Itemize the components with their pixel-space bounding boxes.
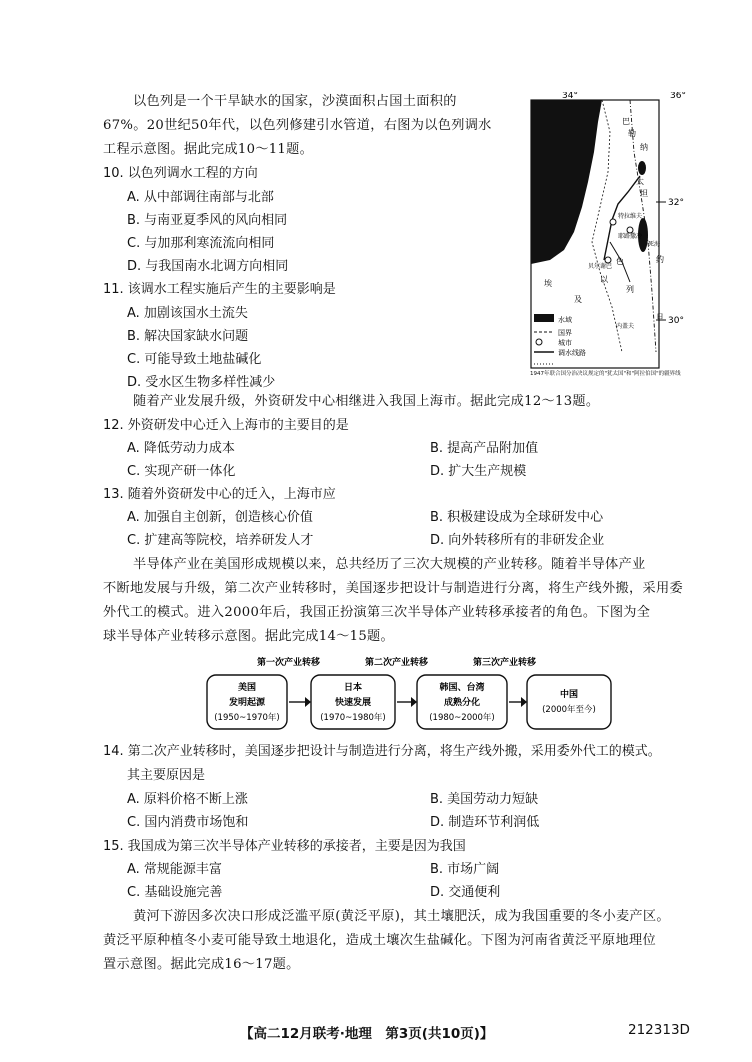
intro3-line-3: 外代工的模式。进入2000年后，我国正扮演第三次半导体产业转移承接者的角色。下图为全: [103, 605, 651, 620]
q11-stem: 11. 该调水工程实施后产生的主要影响是: [103, 282, 336, 297]
map-label-se: 色: [616, 257, 624, 266]
q12-option-c[interactable]: C. 实现产研一体化: [127, 464, 236, 479]
flow-header-3: 第三次产业转移: [473, 658, 537, 668]
q14-option-a[interactable]: A. 原料价格不断上涨: [127, 792, 248, 807]
intro4-line-3: 置示意图。据此完成16～17题。: [103, 957, 300, 972]
intro4-line-1: 黄河下游因多次决口形成泛滥平原(黄泛平原)，其土壤肥沃，成为我国重要的冬小麦产区。: [133, 909, 670, 924]
flow-box2-line2: 快速发展: [334, 698, 372, 708]
q11-option-d[interactable]: D. 受水区生物多样性减少: [127, 375, 276, 390]
intro1-line-2: 67%。20世纪50年代，以色列修建引水管道，右图为以色列调水: [103, 118, 492, 133]
q13-option-d[interactable]: D. 向外转移所有的非研发企业: [430, 533, 605, 548]
q14-option-b[interactable]: B. 美国劳动力短缺: [430, 792, 539, 807]
map-label-ba: 巴: [622, 117, 630, 126]
map-note: 1947年联合国分治决议规定的"犹太国"和"阿拉伯国"的疆界线: [530, 371, 681, 377]
q13-stem: 13. 随着外资研发中心的迁入，上海市应: [103, 487, 336, 502]
q11-option-c[interactable]: C. 可能导致土地盐碱化: [127, 352, 262, 367]
map-legend-border: 国界: [558, 329, 572, 337]
flow-box1-line1: 美国: [237, 683, 257, 693]
intro3-line-2: 不断地发展与升级，第二次产业转移时，美国逐步把设计与制造进行分离，将生产线外搬，采用委: [103, 581, 683, 596]
q11-option-a[interactable]: A. 加剧该国水土流失: [127, 306, 248, 321]
flow-box4-line1: 中国: [559, 690, 579, 700]
map-lon-right: 36°: [670, 92, 686, 101]
flow-header-2: 第二次产业转移: [365, 658, 429, 668]
q10-option-a[interactable]: A. 从中部调往南部与北部: [127, 190, 274, 205]
q15-option-d[interactable]: D. 交通便利: [430, 885, 501, 900]
q10-option-c[interactable]: C. 与加那利寒流流向相同: [127, 236, 275, 251]
map-label-ai: 埃: [544, 279, 552, 288]
map-label-tai: 太: [636, 177, 644, 186]
map-label-dan: 旦: [656, 313, 664, 322]
q12-option-d[interactable]: D. 扩大生产规模: [430, 464, 527, 479]
semiconductor-transfer-flow: [205, 655, 615, 735]
q10-stem: 10. 以色列调水工程的方向: [103, 166, 258, 181]
map-label-na: 纳: [640, 143, 648, 152]
intro3-line-1: 半导体产业在美国形成规模以来，总共经历了三次大规模的产业转移。随着半导体产业: [133, 557, 646, 572]
map-lon-left: 34°: [562, 92, 578, 101]
intro2-text: 随着产业发展升级，外资研发中心相继进入我国上海市。据此完成12～13题。: [133, 394, 600, 409]
flow-box4-line2: (2000年至今): [542, 705, 596, 715]
map-label-tan: 坦: [640, 189, 648, 198]
footer-code: 212313D: [628, 1022, 690, 1038]
map-label-yi: 以: [600, 275, 608, 284]
map-label-beersheba: 贝尔谢巴: [588, 263, 613, 270]
flow-box1-line3: (1950~1970年): [214, 713, 280, 723]
map-legend-city: 城市: [558, 339, 572, 347]
q13-option-a[interactable]: A. 加强自主创新，创造核心价值: [127, 510, 313, 525]
israel-water-transfer-map: [530, 92, 686, 372]
map-label-le: 勒: [628, 129, 636, 138]
q10-option-b[interactable]: B. 与南亚夏季风的风向相同: [127, 213, 288, 228]
map-legend-water: 水域: [558, 316, 572, 324]
q14-option-d[interactable]: D. 制造环节利润低: [430, 815, 540, 830]
intro3-line-4: 球半导体产业转移示意图。据此完成14～15题。: [103, 629, 395, 644]
q15-option-a[interactable]: A. 常规能源丰富: [127, 862, 222, 877]
flow-box1-line2: 发明起源: [228, 698, 266, 708]
q13-option-b[interactable]: B. 积极建设成为全球研发中心: [430, 510, 604, 525]
q14-stem: 14. 第二次产业转移时，美国逐步把设计与制造进行分离，将生产线外搬，采用委外代工的模式。: [103, 744, 661, 759]
map-label-yue: 约: [656, 255, 664, 264]
q14-stem-continued: 其主要原因是: [127, 768, 206, 783]
flow-box3-line1: 韩国、台湾: [439, 683, 485, 693]
q15-option-b[interactable]: B. 市场广阔: [430, 862, 500, 877]
intro1-line-3: 工程示意图。据此完成10～11题。: [103, 142, 314, 157]
map-lat-32: 32°: [668, 198, 684, 208]
map-label-negev: 内盖夫: [616, 323, 635, 330]
footer-page-info: 【高二12月联考·地理 第3页(共10页)】: [240, 1026, 494, 1042]
q13-option-c[interactable]: C. 扩建高等院校，培养研发人才: [127, 533, 314, 548]
q12-stem: 12. 外资研发中心迁入上海市的主要目的是: [103, 418, 349, 433]
flow-box2-line1: 日本: [343, 683, 363, 693]
flow-header-1: 第一次产业转移: [257, 658, 321, 668]
q15-option-c[interactable]: C. 基础设施完善: [127, 885, 223, 900]
intro4-line-2: 黄泛平原种植冬小麦可能导致土地退化，造成土壤次生盐碱化。下图为河南省黄泛平原地理位: [103, 933, 656, 948]
q12-option-b[interactable]: B. 提高产品附加值: [430, 441, 539, 456]
q11-option-b[interactable]: B. 解决国家缺水问题: [127, 329, 249, 344]
map-label-tel-aviv: 特拉维夫: [618, 213, 643, 220]
map-lat-30: 30°: [668, 316, 684, 326]
q12-option-a[interactable]: A. 降低劳动力成本: [127, 441, 235, 456]
q14-option-c[interactable]: C. 国内消费市场饱和: [127, 815, 249, 830]
q10-option-d[interactable]: D. 与我国南水北调方向相同: [127, 259, 289, 274]
q15-stem: 15. 我国成为第三次半导体产业转移的承接者，主要是因为我国: [103, 839, 466, 854]
map-legend-water-line: 调水线路: [558, 349, 586, 357]
map-label-dead-sea: 死海: [648, 241, 661, 248]
map-label-lie: 列: [626, 285, 634, 294]
map-label-jerusalem: 耶路撒冷: [618, 233, 643, 240]
intro1-line-1: 以色列是一个干旱缺水的国家，沙漠面积占国土面积的: [133, 94, 457, 109]
flow-box2-line3: (1970~1980年): [320, 713, 386, 723]
flow-box3-line2: 成熟分化: [443, 698, 481, 708]
map-label-ji: 及: [574, 295, 582, 304]
flow-box3-line3: (1980~2000年): [429, 713, 495, 723]
